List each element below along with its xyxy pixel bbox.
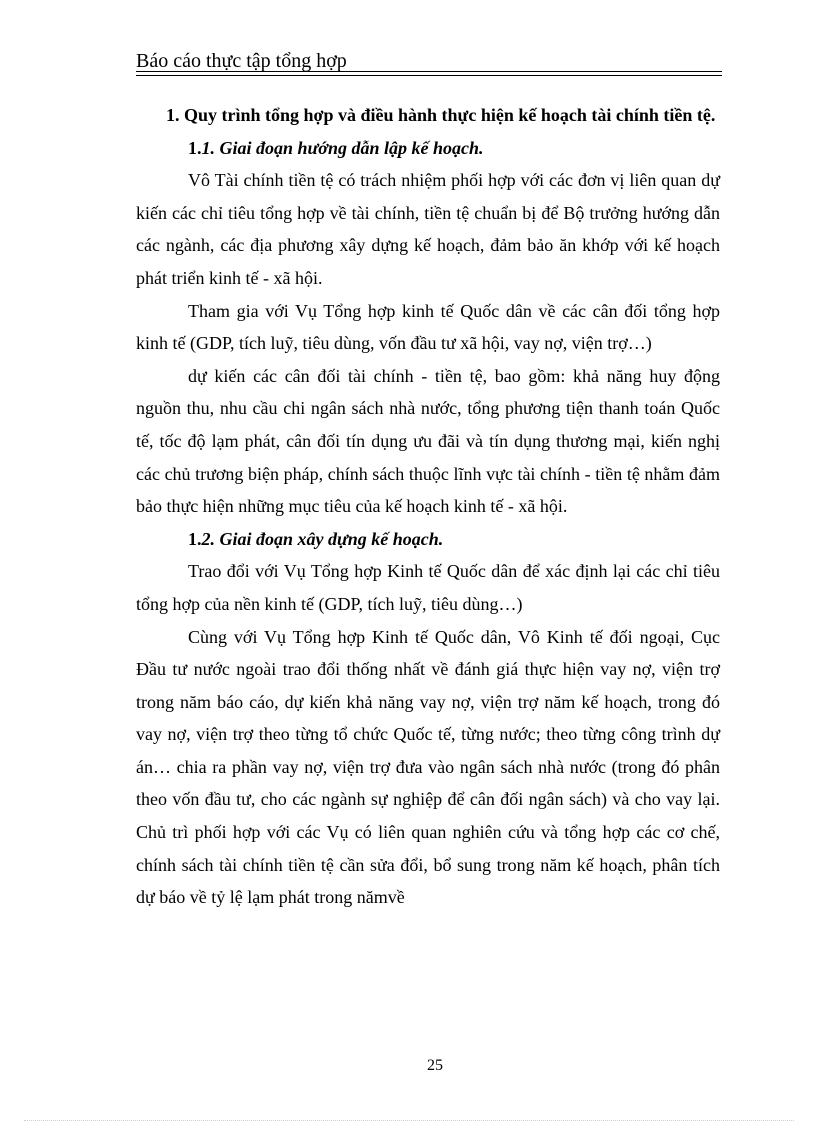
paragraph: Tham gia với Vụ Tổng hợp kinh tế Quốc dân về các cân đối tổng hợp kinh tế (GDP, tích luỹ, tiêu dùng, vốn đầu tư xã hội, vay nợ, viện trợ…)	[136, 300, 720, 354]
paragraph: Trao đổi với Vụ Tổng hợp Kinh tế Quốc dân để xác định lại các chỉ tiêu tổng hợp của nền kinh tế (GDP, tích luỹ, tiêu dùng…)	[136, 561, 720, 614]
page-bottom-border	[24, 1120, 794, 1121]
header-double-rule	[136, 71, 722, 76]
section-heading: 1. Quy trình tổng hợp và điều hành thực hiện kế hoạch tài chính tiền tệ.	[166, 105, 716, 125]
subsection-title: 1. Giai đoạn hướng dẫn lập kế hoạch.	[201, 137, 484, 158]
paragraph: Cùng với Vụ Tổng hợp Kinh tế Quốc dân, Vô Kinh tế đối ngoại, Cục Đầu tư nước ngoài trao đổi thống nhất về đánh giá thực hiện vay nợ, viện trợ trong năm báo cáo, dự kiến khả năng vay nợ, viện trợ năm kế hoạch, trong đó vay nợ, viện trợ theo từng tổ chức Quốc tế, từng nước; theo từng công trình dự án… chia ra phần vay nợ, viện trợ đưa vào ngân sách nhà nước (trong đó phân theo vốn đầu tư, cho các ngành sự nghiệp để cân đối ngân sách) và cho vay lại. Chủ trì phối hợp với các Vụ có liên quan nghiên cứu và tổng hợp các cơ chế, chính sách tài chính tiền tệ cần sửa đổi, bổ sung trong năm kế hoạch, phân tích dự báo về tỷ lệ lạm phát trong nămvề	[136, 626, 720, 908]
subsection-number: 1.	[188, 137, 202, 158]
subsection-heading-1	[136, 132, 720, 165]
document-body	[136, 99, 720, 914]
subsection-heading-2	[136, 523, 720, 556]
subsection-title: 2. Giai đoạn xây dựng kế hoạch.	[201, 528, 444, 549]
paragraph: Vô Tài chính tiền tệ có trách nhiệm phối hợp với các đơn vị liên quan dự kiến các chỉ tiêu tổng hợp về tài chính, tiền tệ chuẩn bị để Bộ trưởng hướng dẫn các ngành, các địa phương xây dựng kế hoạch, đảm bảo ăn khớp với kế hoạch phát triển kinh tế - xã hội.	[136, 170, 720, 288]
paragraph: dự kiến các cân đối tài chính - tiền tệ, bao gồm: khả năng huy động nguồn thu, nhu cầu chi ngân sách nhà nước, tổng phương tiện thanh toán Quốc tế, tốc độ lạm phát, cân đối tín dụng ưu đãi và tín dụng thương mại, kiến nghị các chủ trương biện pháp, chính sách thuộc lĩnh vực tài chính - tiền tệ nhằm đảm bảo thực hiện những mục tiêu của kế hoạch kinh tế - xã hội.	[136, 365, 720, 517]
page-number: 25	[427, 1057, 443, 1074]
subsection-number: 1.	[188, 528, 202, 549]
running-header-title: Báo cáo thực tập tổng hợp	[136, 50, 347, 72]
